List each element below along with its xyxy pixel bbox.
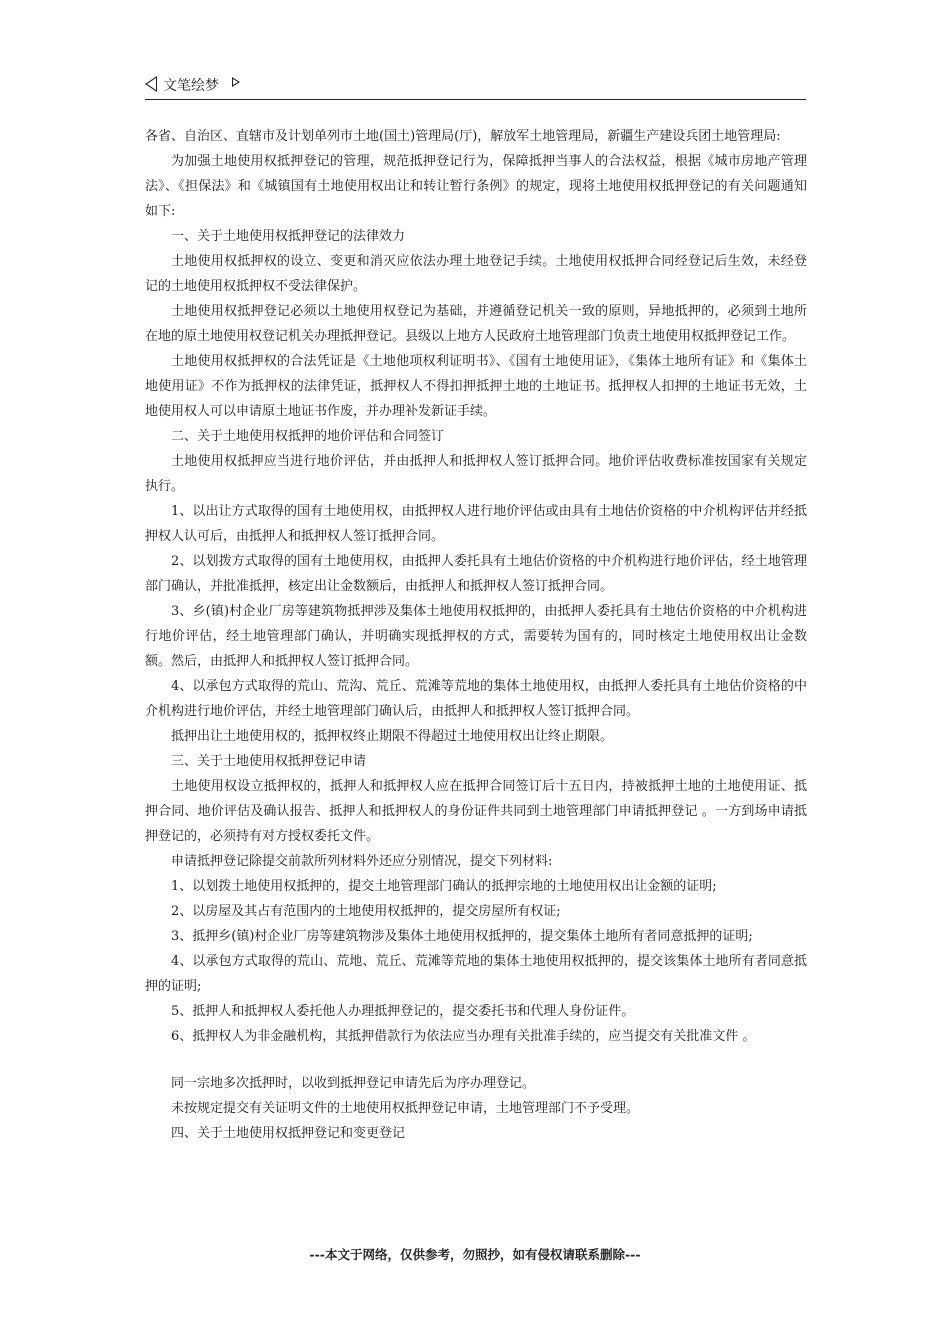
section-heading-1: 一、关于土地使用权抵押登记的法律效力 (171, 229, 406, 244)
document-body (145, 124, 807, 1146)
salutation: 各省、自治区、直辖市及计划单列市土地(国土)管理局(厅)，解放军土地管理局，新疆生产建设兵团土地管理局: (145, 129, 781, 144)
list-item: 3、抵押乡(镇)村企业厂房等建筑物涉及集体土地使用权抵押的，提交集体土地所有者同意抵押的证明; (171, 929, 753, 944)
section-heading-2: 二、关于土地使用权抵押的地价评估和合同签订 (171, 429, 445, 444)
section-heading-3: 三、关于土地使用权抵押登记申请 (171, 754, 367, 769)
paragraph: 土地使用权抵押应当进行地价评估，并由抵押人和抵押权人签订抵押合同。地价评估收费标准按国家有关规定执行。 (145, 454, 807, 494)
paragraph: 同一宗地多次抵押时，以收到抵押登记申请先后为序办理登记。 (171, 1076, 536, 1091)
list-item: 2、以房屋及其占有范围内的土地使用权抵押的，提交房屋所有权证; (171, 904, 561, 919)
list-item: 1、以划拨土地使用权抵押的，提交土地管理部门确认的抵押宗地的土地使用权出让金额的证明; (171, 879, 717, 894)
list-item: 1、以出让方式取得的国有土地使用权，由抵押权人进行地价评估或由具有土地估价资格的中介机构评估并经抵押权人认可后，由抵押人和抵押权人签订抵押合同。 (145, 504, 807, 544)
list-item: 6、抵押权人为非金融机构，其抵押借款行为依法应当办理有关批准手续的，应当提交有关批准文件 。 (171, 1029, 756, 1044)
spacer (145, 1049, 807, 1071)
paragraph: 土地使用权抵押权的合法凭证是《土地他项权利证明书》、《国有土地使用证》，《集体土地所有证》和《集体土地使用证》不作为抵押权的法律凭证，抵押权人不得扣押抵押土地的土地证书。抵押权人扣押的土地证书无效，土地使用权人可以申请原土地证书作废，并办理补发新证手续。 (145, 354, 807, 419)
footer-notice: ---本文于网络，仅供参考，勿照抄，如有侵权请联系删除--- (309, 1247, 641, 1262)
paragraph: 土地使用权抵押权的设立、变更和消灭应依法办理土地登记手续。土地使用权抵押合同经登记后生效，未经登记的土地使用权抵押权不受法律保护。 (145, 254, 807, 294)
paragraph-intro: 为加强土地使用权抵押登记的管理，规范抵押登记行为，保障抵押当事人的合法权益，根据《城市房地产管理法》、《担保法》和《城镇国有土地使用权出让和转让暂行条例》的规定，现将土地使用权抵押登记的有关问题通知如下: (145, 154, 807, 219)
page-header (145, 72, 806, 100)
list-item: 4、以承包方式取得的荒山、荒沟、荒丘、荒滩等荒地的集体土地使用权，由抵押人委托具有土地估价资格的中介机构进行地价评估，并经土地管理部门确认后，由抵押人和抵押权人签订抵押合同。 (145, 679, 807, 719)
list-item: 3、乡(镇)村企业厂房等建筑物抵押涉及集体土地使用权抵押的，由抵押人委托具有土地估价资格的中介机构进行地价评估，经土地管理部门确认，并明确实现抵押权的方式，需要转为国有的，同时核定土地使用权出让金数额。然后，由抵押人和抵押权人签订抵押合同。 (145, 604, 807, 669)
list-item: 5、抵押人和抵押权人委托他人办理抵押登记的，提交委托书和代理人身份证件。 (171, 1004, 635, 1019)
triangle-left-icon (145, 76, 157, 92)
list-item: 2、以划拨方式取得的国有土地使用权，由抵押人委托具有土地估价资格的中介机构进行地价评估，经土地管理部门确认，并批准抵押，核定出让金数额后，由抵押人和抵押权人签订抵押合同。 (145, 554, 807, 594)
triangle-right-icon (232, 77, 240, 87)
section-heading-4: 四、关于土地使用权抵押登记和变更登记 (171, 1126, 406, 1141)
brand-name: 文笔绘梦 (163, 78, 219, 94)
paragraph: 土地使用权设立抵押权的，抵押人和抵押权人应在抵押合同签订后十五日内，持被抵押土地的土地使用证、抵押合同、地价评估及确认报告、抵押人和抵押权人的身份证件共同到土地管理部门申请抵押登记 。一方到场申请抵押登记的，必须持有对方授权委托文件。 (145, 779, 807, 844)
paragraph: 土地使用权抵押登记必须以土地使用权登记为基础，并遵循登记机关一致的原则，异地抵押的，必须到土地所在地的原土地使用权登记机关办理抵押登记。县级以上地方人民政府土地管理部门负责土地使用权抵押登记工作。 (145, 304, 807, 344)
paragraph: 未按规定提交有关证明文件的土地使用权抵押登记申请，土地管理部门不予受理。 (171, 1101, 640, 1116)
paragraph: 申请抵押登记除提交前款所列材料外还应分别情况，提交下列材料: (171, 854, 553, 869)
paragraph: 抵押出让土地使用权的，抵押权终止期限不得超过土地使用权出让终止期限。 (171, 729, 614, 744)
list-item: 4、以承包方式取得的荒山、荒地、荒丘、荒滩等荒地的集体土地使用权抵押的，提交该集体土地所有者同意抵押的证明; (145, 954, 807, 994)
